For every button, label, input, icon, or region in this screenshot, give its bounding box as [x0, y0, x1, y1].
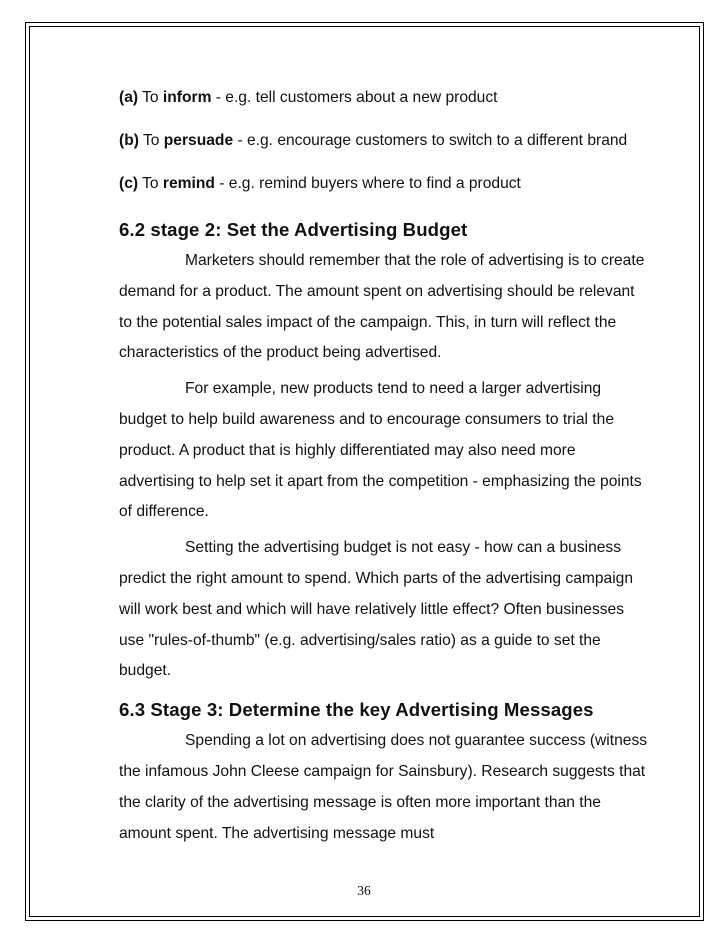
list-item-prefix: To [138, 132, 164, 149]
paragraph: Setting the advertising budget is not easy - how can a business predict the right amount to spend. Which parts of the advertising campaign will work best and which will have relatively little effect? Often businesses use "rules-of-thumb" (e.g. advertising/sales ratio) as a guide to set the budget. [119, 539, 634, 680]
list-item-inform [119, 86, 649, 110]
section-heading-6-3: 6.3 Stage 3: Determine the key Advertising Messages [119, 699, 594, 721]
list-item-prefix: To [138, 175, 163, 192]
list-item-keyword: inform [162, 89, 212, 106]
paragraph: Spending a lot on advertising does not guarantee success (witness the infamous John Cleese campaign for Sainsbury). Research suggests that the clarity of the advertising message is often more important than the amount spent. The advertising message must [119, 732, 648, 842]
list-item-letter: (a) [119, 89, 139, 106]
paragraph: Marketers should remember that the role of advertising is to create demand for a product. The amount spent on advertising should be relevant to the potential sales impact of the campaign. This, in turn will reflect the characteristics of the product being advertised. [119, 252, 645, 362]
page-content [119, 86, 649, 849]
list-item-prefix: To [138, 89, 163, 106]
list-item-keyword: persuade [163, 132, 234, 149]
list-item-letter: (c) [119, 175, 139, 192]
list-item-letter: (b) [119, 132, 139, 149]
section-heading-6-2: 6.2 stage 2: Set the Advertising Budget [119, 219, 468, 240]
paragraph: For example, new products tend to need a larger advertising budget to help build awareness and to encourage consumers to trial the product. A product that is highly differentiated may also need more advertising to help set it apart from the competition - emphasizing the points of difference. [119, 380, 642, 521]
list-item-keyword: remind [162, 175, 215, 192]
list-item-remind [119, 172, 649, 196]
list-item-text: - e.g. tell customers about a new product [211, 89, 498, 106]
list-item-text: - e.g. remind buyers where to find a product [214, 175, 521, 192]
page-number: 36 [357, 883, 371, 898]
list-item-persuade [119, 129, 649, 153]
list-item-text: - e.g. encourage customers to switch to a different brand [233, 132, 628, 149]
